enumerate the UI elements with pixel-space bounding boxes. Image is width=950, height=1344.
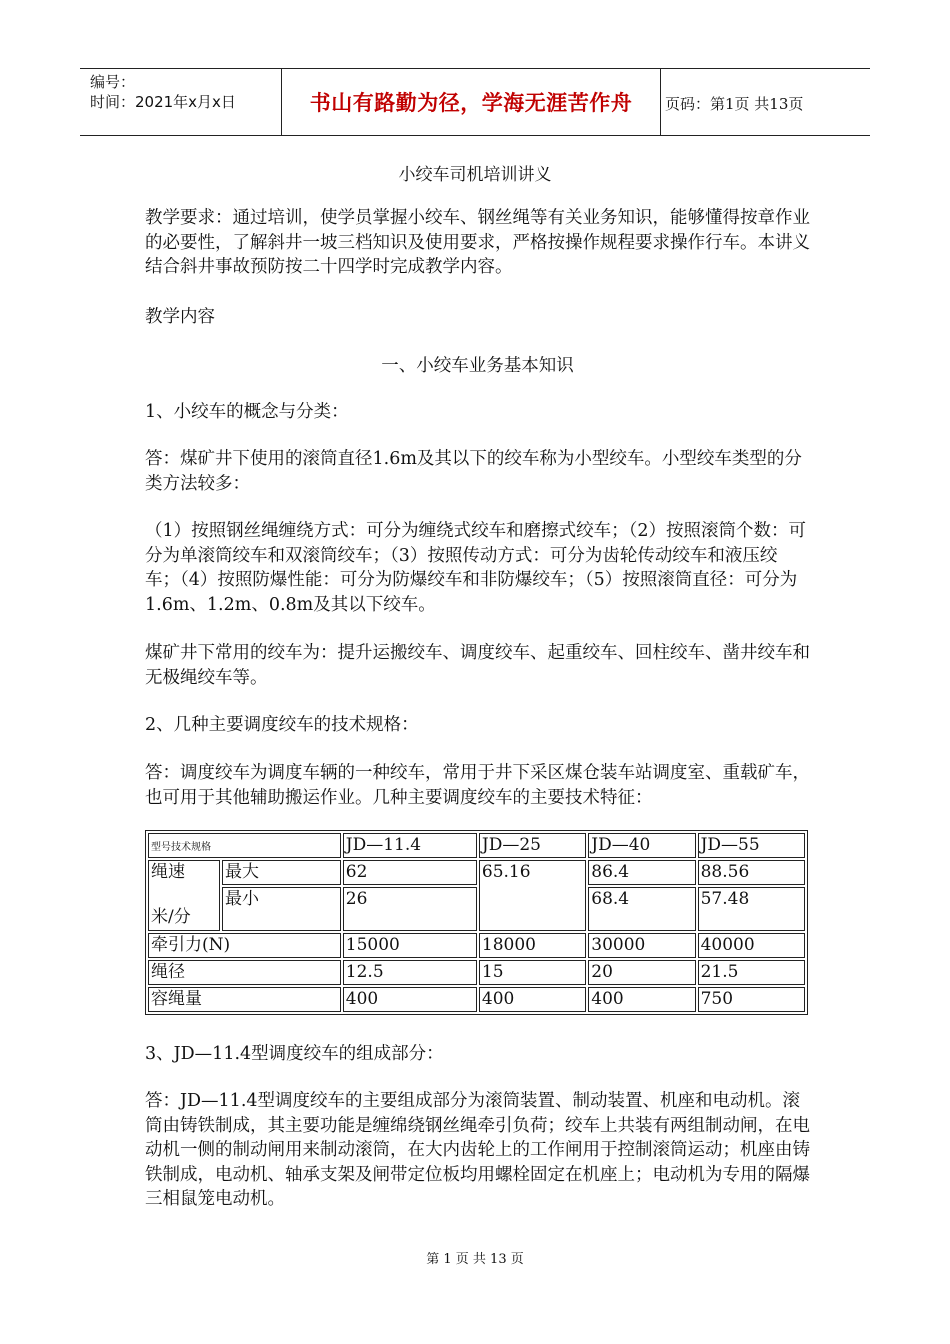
- model-cell: JD—40: [588, 833, 695, 858]
- date-label: 时间：2021年x月x日: [90, 93, 236, 111]
- value-cell: 20: [588, 960, 695, 985]
- value-cell: 68.4: [588, 887, 695, 931]
- header-meta: [90, 72, 236, 112]
- table-row: [148, 860, 805, 885]
- value-cell: 21.5: [698, 960, 805, 985]
- speed-label: 绳速: [151, 862, 185, 882]
- question-1: 1、小绞车的概念与分类：: [145, 402, 349, 422]
- value-cell: 40000: [698, 933, 805, 958]
- value-cell: 65.16: [479, 860, 586, 931]
- value-cell: 62: [343, 860, 477, 885]
- table-row: [148, 887, 805, 931]
- answer-1-list: （1）按照钢丝绳缠绕方式：可分为缠绕式绞车和磨擦式绞车；（2）按照滚筒个数：可分为单滚筒绞车和双滚筒绞车；（3）按照传动方式：可分为齿轮传动绞车和液压绞车；（4）按照防爆性能：可分为防爆绞车和非防爆绞车；（5）按照滚筒直径：可分为1.6m、1.2m、0.8m及其以下绞车。: [145, 521, 807, 615]
- value-cell: 400: [588, 987, 695, 1012]
- value-cell: 15000: [343, 933, 477, 958]
- value-cell: 400: [343, 987, 477, 1012]
- question-3: 3、JD—11.4型调度绞车的组成部分：: [145, 1044, 444, 1064]
- table-row: [148, 933, 805, 958]
- motto: 书山有路勤为径，学海无涯苦作舟: [309, 91, 633, 115]
- model-cell: JD—25: [479, 833, 586, 858]
- model-cell: JD—55: [698, 833, 805, 858]
- speed-label-cell: [148, 860, 220, 931]
- value-cell: 57.48: [698, 887, 805, 931]
- motto-cell: [281, 69, 661, 135]
- spec-table: [145, 830, 808, 1015]
- table-corner-cell: [148, 833, 341, 858]
- table-row: [148, 960, 805, 985]
- value-cell: 750: [698, 987, 805, 1012]
- page-footer: 第 1 页 共 13 页: [426, 1252, 524, 1267]
- table-row: [148, 987, 805, 1012]
- value-cell: 30000: [588, 933, 695, 958]
- value-cell: 26: [343, 887, 477, 931]
- question-2: 2、几种主要调度绞车的技术规格：: [145, 715, 419, 735]
- intro-paragraph: 教学要求：通过培训，使学员掌握小绞车、钢丝绳等有关业务知识，能够懂得按章作业的必要性，了解斜井一坡三档知识及使用要求，严格按操作规程要求操作行车。本讲义结合斜井事故预防按二十四学时完成教学内容。: [145, 208, 810, 277]
- table-row: [148, 833, 805, 858]
- answer-1: 答：煤矿井下使用的滚筒直径1.6m及其以下的绞车称为小型绞车。小型绞车类型的分类方法较多：: [145, 449, 802, 494]
- corner-label: 型号技术规格: [151, 842, 211, 853]
- traction-label: 牵引力(N): [148, 933, 341, 958]
- min-label-cell: 最小: [222, 887, 341, 931]
- value-cell: 400: [479, 987, 586, 1012]
- value-cell: 88.56: [698, 860, 805, 885]
- capacity-label: 容绳量: [148, 987, 341, 1012]
- doc-title: 小绞车司机培训讲义: [398, 165, 552, 185]
- content-label: 教学内容: [145, 307, 215, 327]
- model-cell: JD—11.4: [343, 833, 477, 858]
- page-header: [80, 68, 870, 136]
- speed-unit: 米/分: [151, 907, 191, 927]
- section1-title: 一、小绞车业务基本知识: [381, 356, 574, 376]
- answer-3: 答：JD—11.4型调度绞车的主要组成部分为滚筒装置、制动装置、机座和电动机。滚筒由铸铁制成，其主要功能是缠绵绕钢丝绳牵引负荷；绞车上共装有两组制动闸，在电动机一侧的制动闸用来制动滚筒，在大内齿轮上的工作闸用于控制滚筒运动；机座由铸铁制成，电动机、轴承支架及闸带定位板均用螺栓固定在机座上；电动机为专用的隔爆三相鼠笼电动机。: [145, 1091, 810, 1209]
- number-label: 编号：: [90, 73, 136, 91]
- page-info: 页码：第1页 共13页: [665, 95, 804, 113]
- max-label-cell: 最大: [222, 860, 341, 885]
- value-cell: 18000: [479, 933, 586, 958]
- answer-2: 答：调度绞车为调度车辆的一种绞车，常用于井下采区煤仓装车站调度室、重载矿车，也可用于其他辅助搬运作业。几种主要调度绞车的主要技术特征：: [145, 763, 810, 808]
- value-cell: 86.4: [588, 860, 695, 885]
- answer-1-common: 煤矿井下常用的绞车为：提升运搬绞车、调度绞车、起重绞车、回柱绞车、凿井绞车和无极绳绞车等。: [145, 643, 810, 688]
- value-cell: 15: [479, 960, 586, 985]
- value-cell: 12.5: [343, 960, 477, 985]
- rope-label: 绳径: [148, 960, 341, 985]
